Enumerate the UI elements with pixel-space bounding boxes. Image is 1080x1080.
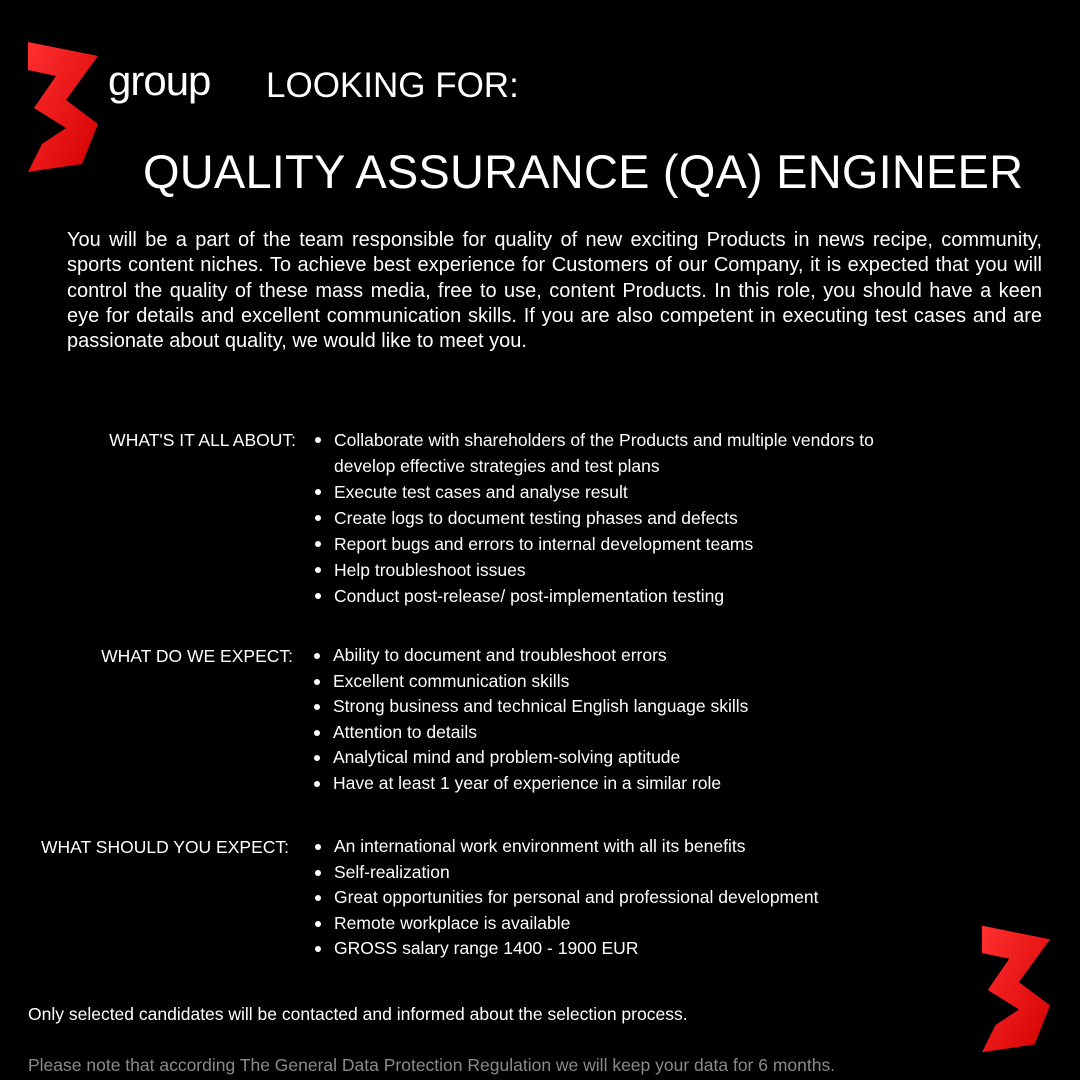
- list-item: Ability to document and troubleshoot errors: [312, 643, 932, 669]
- bullet-list-you-expect: [313, 834, 933, 962]
- list-item: Report bugs and errors to internal development teams: [313, 531, 933, 557]
- list-item: Create logs to document testing phases and defects: [313, 505, 933, 531]
- brand-logo-bottom-icon: [980, 922, 1054, 1054]
- job-title: QUALITY ASSURANCE (QA) ENGINEER: [143, 145, 1024, 198]
- section-label-we-expect: WHAT DO WE EXPECT:: [101, 646, 293, 666]
- list-item: Self-realization: [313, 860, 933, 886]
- gdpr-note: Please note that according The General Data Protection Regulation we will keep your data for 6 months.: [28, 1055, 836, 1075]
- bullet-list-about: [313, 427, 933, 609]
- list-item: Collaborate with shareholders of the Products and multiple vendors to develop effective strategies and test plans: [313, 427, 933, 479]
- list-item: Analytical mind and problem-solving aptitude: [312, 745, 932, 771]
- list-item: Execute test cases and analyse result: [313, 479, 933, 505]
- looking-for-heading: LOOKING FOR:: [266, 66, 519, 105]
- list-item: Great opportunities for personal and professional development: [313, 885, 933, 911]
- list-item: Excellent communication skills: [312, 669, 932, 695]
- section-label-you-expect: WHAT SHOULD YOU EXPECT:: [41, 837, 289, 857]
- selection-note: Only selected candidates will be contacted and informed about the selection process.: [28, 1004, 688, 1024]
- list-item: Have at least 1 year of experience in a similar role: [312, 771, 932, 797]
- list-item: An international work environment with all its benefits: [313, 834, 933, 860]
- brand-logo-icon: [26, 40, 102, 172]
- list-item: Strong business and technical English language skills: [312, 694, 932, 720]
- section-label-about: WHAT'S IT ALL ABOUT:: [109, 430, 296, 450]
- list-item: Help troubleshoot issues: [313, 557, 933, 583]
- list-item: Attention to details: [312, 720, 932, 746]
- bullet-list-we-expect: [312, 643, 932, 796]
- brand-wordmark: group: [108, 57, 211, 104]
- list-item: GROSS salary range 1400 - 1900 EUR: [313, 936, 933, 962]
- list-item: Remote workplace is available: [313, 911, 933, 937]
- intro-paragraph: You will be a part of the team responsible for quality of new exciting Products in news recipe, community, sports content niches. To achieve best experience for Customers of our Company, it is expected that you will control the quality of these mass media, free to use, content Products. In this role, you should have a keen eye for details and excellent communication skills. If you are also competent in executing test cases and are passionate about quality, we would like to meet you.: [67, 229, 1042, 353]
- list-item: Conduct post-release/ post-implementation testing: [313, 583, 933, 609]
